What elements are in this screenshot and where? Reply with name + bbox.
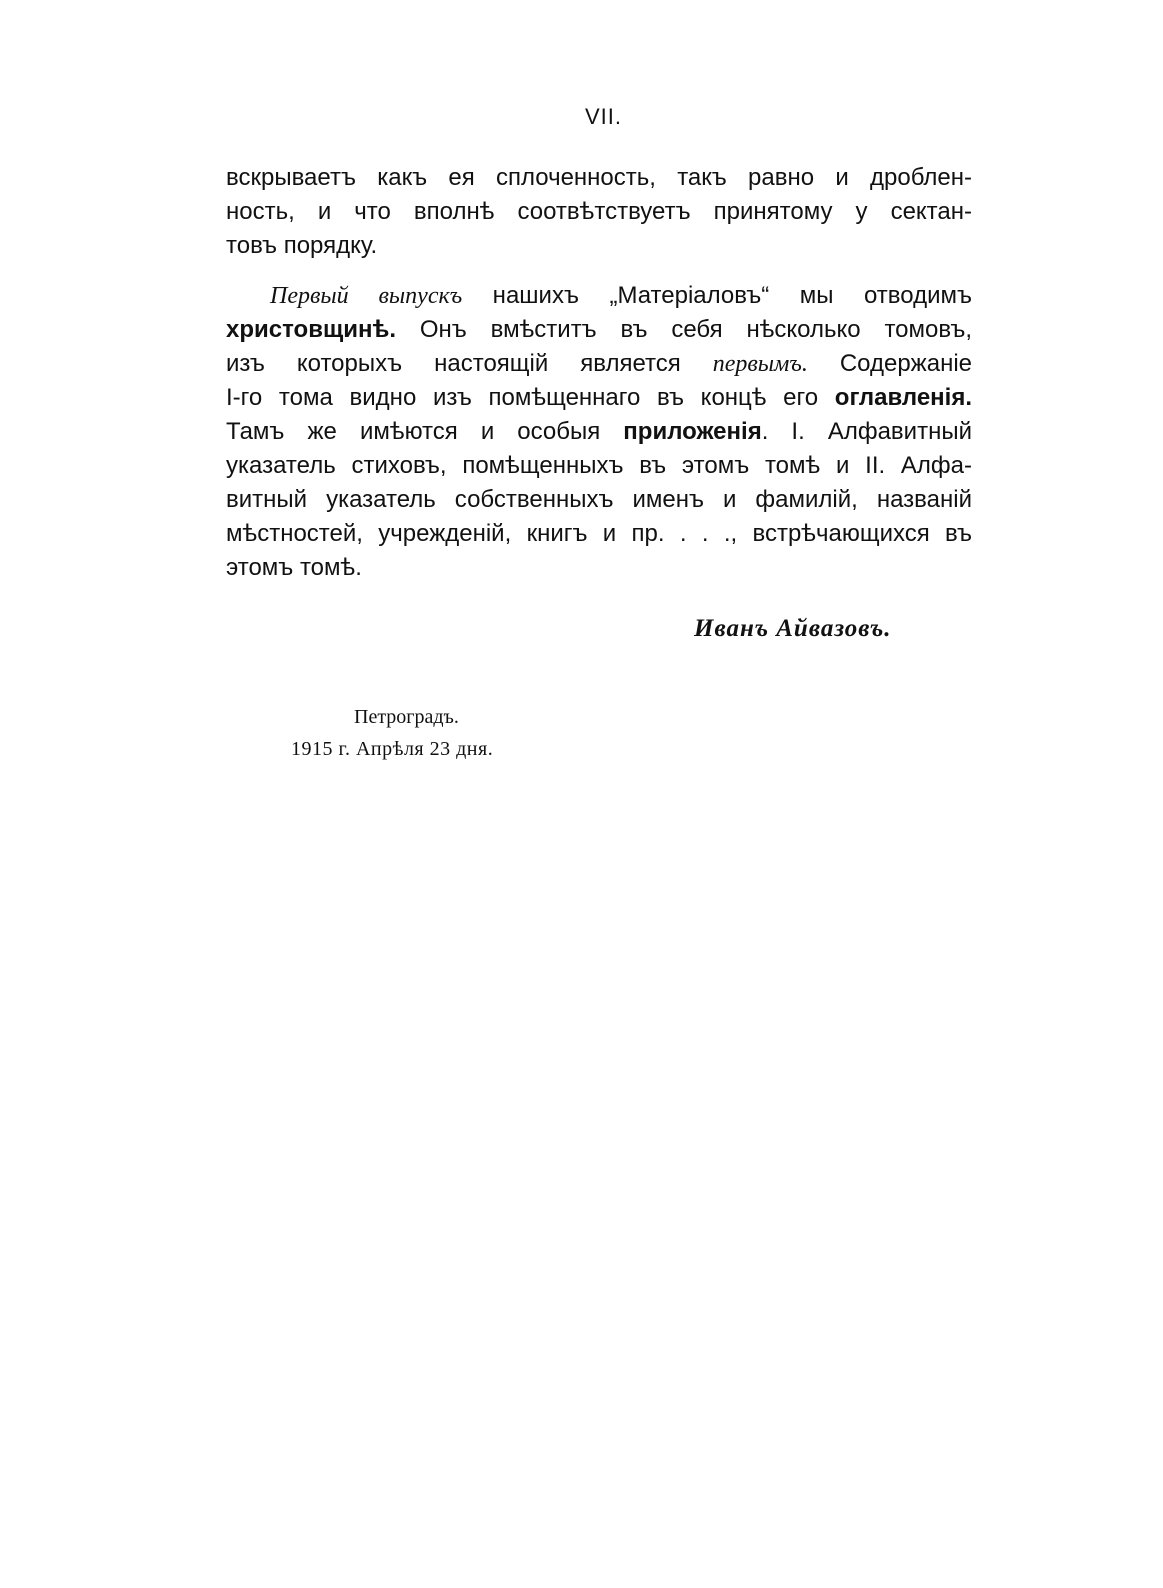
- text-span: изъ которыхъ настоящій является: [226, 350, 713, 377]
- bold-phrase: приложенія: [623, 418, 762, 445]
- text-line: вскрываетъ какъ ея сплоченность, такъ равно и дроблен-: [226, 164, 972, 191]
- page-number: VII.: [585, 104, 623, 129]
- text-line: товъ порядку.: [226, 232, 378, 259]
- text-line: ность, и что вполнѣ соотвѣтствуетъ принятому у сектан-: [226, 198, 972, 225]
- date-line: 1915 г. Апрѣля 23 дня.: [291, 738, 494, 760]
- place-name: Петроградъ.: [354, 706, 459, 728]
- text-line: [226, 415, 972, 449]
- text-line: указатель стиховъ, помѣщенныхъ въ этомъ томѣ и II. Алфа-: [226, 452, 972, 479]
- text-span: І-го тома видно изъ помѣщеннаго въ концѣ его: [226, 384, 835, 411]
- text-span: нашихъ „Матеріаловъ“ мы отводимъ: [462, 282, 972, 309]
- text-line: [226, 347, 972, 381]
- bold-phrase: христовщинѣ.: [226, 316, 396, 343]
- text-span: . I. Алфавитный: [761, 418, 972, 445]
- text-line: мѣстностей, учрежденій, книгъ и пр. . . ., встрѣчающихся въ: [226, 520, 972, 547]
- text-span: Содержаніе: [807, 350, 973, 377]
- bold-phrase: оглавленія.: [834, 384, 972, 411]
- italic-phrase: первымъ.: [712, 351, 808, 377]
- text-line: [270, 279, 972, 313]
- italic-phrase: Первый выпускъ: [270, 283, 463, 309]
- text-span: Тамъ же имѣются и особыя: [226, 418, 624, 445]
- text-line: [226, 313, 972, 347]
- text-line: [226, 381, 972, 415]
- author-signature: Иванъ Айвазовъ.: [694, 615, 892, 642]
- text-span: Онъ вмѣститъ въ себя нѣсколько томовъ,: [396, 316, 972, 343]
- text-line: витный указатель собственныхъ именъ и фамилій, названій: [226, 486, 972, 513]
- text-line: этомъ томѣ.: [226, 554, 362, 581]
